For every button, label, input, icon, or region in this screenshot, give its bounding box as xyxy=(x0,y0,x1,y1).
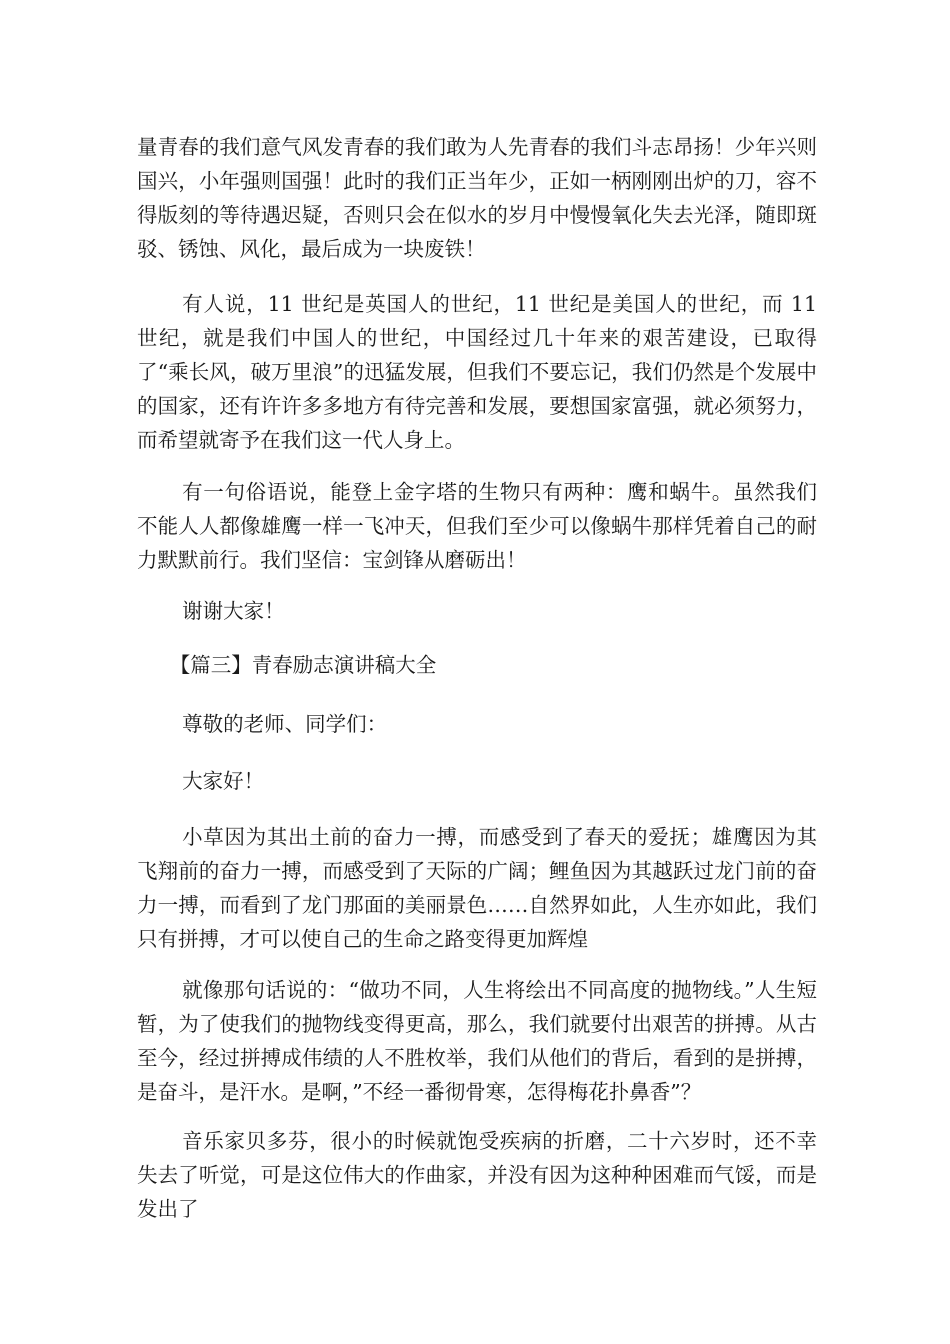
paragraph-eagle-snail: 有一句俗语说，能登上金字塔的生物只有两种：鹰和蜗牛。虽然我们不能人人都像雄鹰一样一飞冲天，但我们至少可以像蜗牛那样凭着自己的耐力默默前行。我们坚信：宝剑锋从磨砺出！ xyxy=(137,480,817,572)
paragraph-parabola: 就像那句话说的：“做功不同，人生将绘出不同高度的抛物线。”人生短暂，为了使我们的抛物线变得更高，那么，我们就要付出艰苦的拼搏。从古至今，经过拼搏成伟绩的人不胜枚举，我们从他们的背后，看到的是拼搏，是奋斗，是汗水。是啊，”不经一番彻骨寒，怎得梅花扑鼻香”？ xyxy=(137,978,817,1104)
paragraph-beethoven: 音乐家贝多芬，很小的时候就饱受疾病的折磨，二十六岁时，还不幸失去了听觉，可是这位伟大的作曲家，并没有因为这种种困难而气馁，而是发出了 xyxy=(137,1129,817,1221)
paragraph-youth-spirit: 量青春的我们意气风发青春的我们敢为人先青春的我们斗志昂扬！少年兴则国兴，小年强则国强！此时的我们正当年少，正如一柄刚刚出炉的刀，容不得版刻的等待遇迟疑，否则只会在似水的岁月中慢慢氧化失去光泽，随即斑驳、锈蚀、风化，最后成为一块废铁！ xyxy=(137,135,817,261)
paragraph-grass-eagle-carp: 小草因为其出土前的奋力一搏，而感受到了春天的爱抚；雄鹰因为其飞翔前的奋力一搏，而感受到了天际的广阔；鲤鱼因为其越跃过龙门前的奋力一搏，而看到了龙门那面的美丽景色……自然界如此，人生亦如此，我们只有拼搏，才可以使自己的生命之路变得更加辉煌 xyxy=(137,825,817,951)
paragraph-greeting: 大家好！ xyxy=(182,769,265,793)
paragraph-salutation: 尊敬的老师、同学们： xyxy=(182,712,388,736)
section-heading: 【篇三】青春励志演讲稿大全 xyxy=(169,653,437,677)
paragraph-thanks: 谢谢大家！ xyxy=(182,599,285,623)
paragraph-century: 有人说，11 世纪是英国人的世纪，11 世纪是美国人的世纪，而 11 世纪，就是我们中国人的世纪，中国经过几十年来的艰苦建设，已取得了“乘长风，破万里浪”的迅猛发展，但我们不要忘记，我们仍然是个发展中的国家，还有许许多多地方有待完善和发展，要想国家富强，就必须努力，而希望就寄予在我们这一代人身上。 xyxy=(137,292,817,452)
